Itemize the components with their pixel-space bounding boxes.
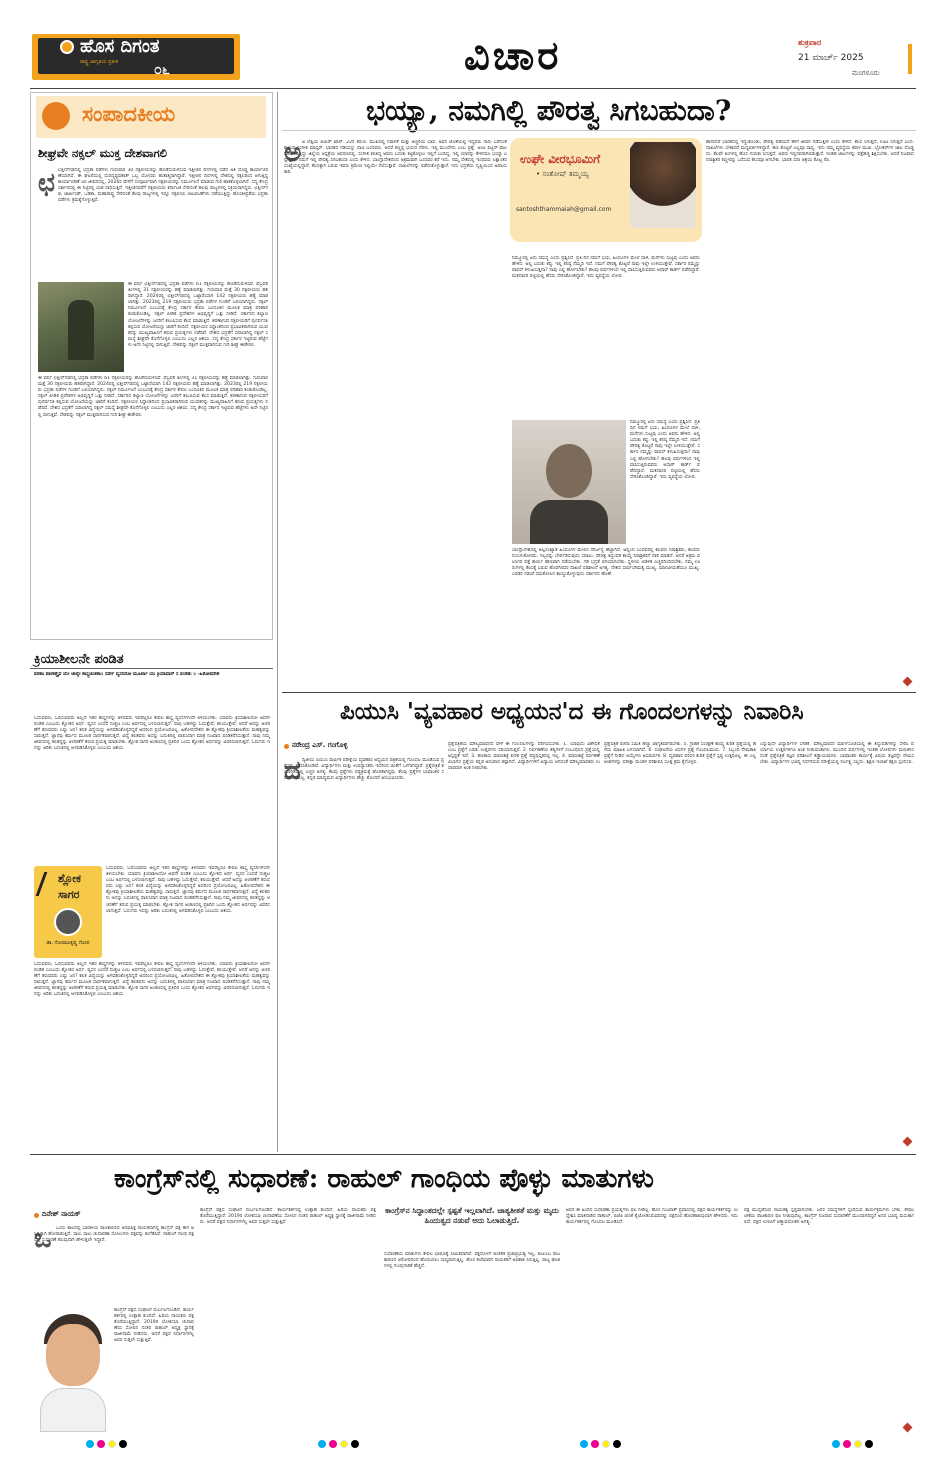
- cmyk-cyan-dot-icon: [832, 1440, 840, 1448]
- caricature-body-icon: [40, 1388, 106, 1432]
- bottom-headline: ಕಾಂಗ್ರೆಸ್‌ನಲ್ಲಿ ಸುಧಾರಣೆ: ರಾಹುಲ್ ಗಾಂಧಿಯ ಪೊಳ್ಳು ಮಾತುಗಳು: [114, 1164, 654, 1194]
- blurred-face-icon: [546, 444, 592, 498]
- shloka-author-avatar: [54, 908, 82, 936]
- masthead-side-bar: [908, 44, 912, 74]
- lead-dropcap: ಅ: [284, 138, 302, 168]
- bottom-body-b: ಕಾಂಗ್ರೆಸ್ ಪಕ್ಷದ ಸಂಘಟನೆ ದುರ್ಬಲಗೊಂಡಿದೆ. ಕಾರ್ಯಕರ್ತರಲ್ಲಿ ಉತ್ಸಾಹ ಕುಂದಿದೆ. ಹಿರಿಯ ನಾಯಕರು ಪಕ್ಷ ತೊರೆಯುತ್ತಿದ್ದಾರೆ. 2019ರ ಲೋಕಸಭಾ ಚುನಾವಣೆಯ ಸೋಲಿನ ನಂತರ ರಾಹುಲ್ ಅಧ್ಯಕ್ಷ ಸ್ಥಾನಕ್ಕೆ ರಾಜೀನಾಮೆ ನೀಡಿದರು. ಆದರೆ ಪಕ್ಷದ ನಿರ್ಧಾರಗಳೆಲ್ಲ ಅವರ ಸುತ್ತಲೇ ಸುತ್ತುತ್ತಿವೆ.: [200, 1208, 376, 1226]
- shloka-author-name: ಡಾ. ಗೋಪಾಲಕೃಷ್ಣ ಗೋಪ: [46, 940, 90, 946]
- bottom-dropcap: ಒ: [34, 1224, 52, 1254]
- figure-shirt-icon: [530, 500, 608, 544]
- editorial-emblem-icon: [42, 102, 70, 130]
- cmyk-cyan-dot-icon: [86, 1440, 94, 1448]
- soldier-figure-icon: [68, 300, 94, 360]
- editorial-body-1: ಛತ್ತೀಸ್‌ಗಢದಲ್ಲಿ ಭದ್ರತಾ ಪಡೆಗಳು ಗುರುವಾರ 30 ನಕ್ಸಲೀಯರನ್ನು ಹೊಡೆದುರುಳಿಸುವ ಇತ್ತೀಚಿನ ದಿನಗಳಲ್ಲಿ ನಡೆದ ಅತಿ ದೊಡ್ಡ ಕಾರ್ಯಾಚರಣೆಯಾಗಿದೆ. ಈ ಘಟನೆಯಲ್ಲಿ ದುರದೃಷ್ಟವಶಾತ್ ಒಬ್ಬ ಯೋಧರು ಹುತಾತ್ಮರಾಗಿದ್ದಾರೆ. ಇತ್ತೀಚಿನ ದಿನಗಳಲ್ಲಿ ದೇಶದಲ್ಲಿ ನಕ್ಸಲರಿಂದ ಆಗುತ್ತಿದ್ದ ಕಾರ್ಯಾಚರಣೆ ಜನ ಜೀವನದಲ್ಲಿ, 2026ರ ವೇಳೆಗೆ ಸಂಪೂರ್ಣವಾಗಿ ನಕ್ಸಲೀಯರನ್ನು ನಿರ್ಮೂಲನೆ ಮಾಡುವ ಗುರಿ ಹಾಕಿಕೊಳ್ಳಲಾಗಿದೆ. ಸದ್ಯ ಕೇಂದ್ರ ಸರ್ಕಾರದಲ್ಲಿ ಈ ನಿಟ್ಟಿನಲ್ಲಿ ಯಶ ಸಾಧಿಸುತ್ತಿದೆ. ಇತ್ತೀಚಿನವರೆಗೆ ನಕ್ಸಲೀಯರು ಕರ್ನಾಟಕ ಸೇರಿದಂತೆ ಹಲವು ರಾಜ್ಯಗಳಲ್ಲಿ ಸಕ್ರಿಯರಾಗಿದ್ದರು. ಛತ್ತೀಸ್‌ಗಢ, ಜಾರ್ಖಂಡ್, ಒಡಿಶಾ, ಮಹಾರಾಷ್ಟ್ರ ಸೇರಿದಂತೆ ಕೆಲವು ರಾಜ್ಯಗಳಲ್ಲಿ ಇನ್ನೂ ನಕ್ಸಲೀಯ ಚಟುವಟಿಕೆಗಳು ನಡೆಯುತ್ತಿದ್ದು ಹೊಸತೀವ್ರತೆಯ ಭದ್ರತಾ ಪಡೆಗಳು ಕ್ರಮಕೈಗೊಳ್ಳುತ್ತಿವೆ.: [58, 168, 268, 204]
- feature-dropcap: ದ: [284, 756, 301, 786]
- feature-bottom-rule: [30, 1154, 916, 1155]
- editorial-badge-label: ಸಂಪಾದಕೀಯ: [82, 102, 176, 126]
- cmyk-yellow-dot-icon: [602, 1440, 610, 1448]
- cmyk-marks-center-right: [580, 1440, 621, 1448]
- cmyk-yellow-dot-icon: [340, 1440, 348, 1448]
- editorial-body-2: ಈ ವರ್ಷ ಛತ್ತೀಸ್‌ಗಢದಲ್ಲಿ ಭದ್ರತಾ ಪಡೆಗಳು 61 ನಕ್ಸಲೀಯರನ್ನು ಹೊಡೆದುರುಳಿಸಿವೆ. ಫೆಬ್ರವರಿ ತಿಂಗಳಲ್ಲಿ 31 ನಕ್ಸಲೀಯರನ್ನು ಹತ್ಯೆ ಮಾಡಲಾಗಿತ್ತು. ಗುರುವಾರ ಮತ್ತೆ 30 ನಕ್ಸಲೀಯರು ಹತರಾಗಿದ್ದಾರೆ. 2024ರಲ್ಲಿ ಛತ್ತೀಸ್‌ಗಢದಲ್ಲಿ ಒಟ್ಟಾರೆಯಾಗಿ 142 ನಕ್ಸಲೀಯರು ಹತ್ಯೆ ಮಾಡಲಾಗಿತ್ತು. 2023ರಲ್ಲಿ 219 ನಕ್ಸಲೀಯರು ಭದ್ರತಾ ಪಡೆಗಳ ಗುಂಡಿಗೆ ಬಲಿಯಾಗಿದ್ದರು. ನಕ್ಸಲ್ ನಿರ್ಮೂಲನೆ ಎಂಬುದಕ್ಕೆ ಕೇಂದ್ರ ಸರ್ಕಾರ ಕೇವಲ ಬಂದೂಕಿನ ಮೂಲಕ ಮಾತ್ರ ಪರಿಹಾರ ಕಂಡುಕೊಂಡಿಲ್ಲ. ನಕ್ಸಲ್ ಪೀಡಿತ ಪ್ರದೇಶಗಳ ಅಭಿವೃದ್ಧಿಗೆ ಒತ್ತು ನೀಡಿದೆ. ಸರ್ಕಾರದ ಕಲ್ಯಾಣ ಯೋಜನೆಗಳನ್ನು ಜನರಿಗೆ ತಲುಪಿಸುವ ಕೆಲಸ ಮಾಡುತ್ತಿದೆ. ಶರಣಾಗುವ ನಕ್ಸಲೀಯರಿಗೆ ಪುನರ್ವಸತಿ ಕಲ್ಪಿಸುವ ಯೋಜನೆಯನ್ನು ಜಾರಿಗೆ ತಂದಿದೆ. ನಕ್ಸಲೀಯರ ಸಿದ್ಧಾಂತದಿಂದ ಪ್ರಭಾವಿತರಾಗಿರುವ ಯುವಕರನ್ನು ಮುಖ್ಯವಾಹಿನಿಗೆ ತರುವ ಪ್ರಯತ್ನಗಳು ನಡೆದಿವೆ. ದೇಶದ ಭದ್ರತೆಗೆ ಸವಾಲಾಗಿದ್ದ ನಕ್ಸಲ್ ಸಮಸ್ಯೆ ಶೀಘ್ರವೇ ಕೊನೆಗೊಳ್ಳಲಿ ಎಂಬುದು ಎಲ್ಲರ ಆಶಯ. ಸದ್ಯ ಕೇಂದ್ರ ಸರ್ಕಾರ ಇಟ್ಟಿರುವ ಹೆಜ್ಜೆಗಳು ಅದೇ ನಿಟ್ಟಿನಲ್ಲಿ ಸಾಗುತ್ತಿವೆ. ದೇಶವನ್ನು ನಕ್ಸಲ್ ಮುಕ್ತವಾಗಿಸುವ ಗುರಿ ಶೀಘ್ರ ಈಡೇರಲಿ.: [128, 282, 268, 348]
- column-body-side: ಓದುವವರು, ಓದಿಸುವವರು ಅಲ್ಲದೆ ಇತರ ಶಾಸ್ತ್ರಗಳನ್ನು ತಿಳಿದವರು ಇವರೆಲ್ಲರೂ ಕೇವಲ ಶಾಸ್ತ್ರ ವ್ಯಸನಿಗಳೆಂದೇ ತಿಳಿಯಬೇಕು. ಯಾವನು ಕ್ರಿಯಾಶೀಲನೋ ಅವನೇ ಪಂಡಿತ ಎಂಬುದು ಶ್ಲೋಕದ ಅರ್ಥ. ವ್ಯಸನ ಎಂದರೆ ದುಶ್ಚಟ ಎಂಬ ಅರ್ಥದಲ್ಲಿ ಬಳಸಲಾಗುತ್ತದೆ. ನಾವು ಬಹಳಷ್ಟು ಓದುತ್ತೇವೆ, ಕಲಿಯುತ್ತೇವೆ. ಆದರೆ ಅದನ್ನು ಆಚರಣೆಗೆ ತರುವವರು ಎಷ್ಟು ಜನ? ಕಲಿತ ವಿದ್ಯೆಯನ್ನು ಅಳವಡಿಸಿಕೊಳ್ಳದಿದ್ದರೆ ಅದರಿಂದ ಪ್ರಯೋಜನವಿಲ್ಲ. ಹಿತೋಪದೇಶದ ಈ ಶ್ಲೋಕವು ಕ್ರಿಯಾಶೀಲತೆಯ ಮಹತ್ವವನ್ನು ಸಾರುತ್ತದೆ. ಜ್ಞಾನವು ಕರ್ಮದ ಮೂಲಕ ಸಾರ್ಥಕವಾಗುತ್ತದೆ. ವಿದ್ಯೆ ಕಲಿತವನು ಅದನ್ನು ಬದುಕಿನಲ್ಲಿ ಪಾಲಿಸಿದಾಗ ಮಾತ್ರ ನಿಜವಾದ ಪಂಡಿತನೆನಿಸುತ್ತಾನೆ. ನಾವು ನಮ್ಮ ಜೀವನದಲ್ಲಿ ಕಲಿತದ್ದನ್ನು ಆಚರಣೆಗೆ ತರುವ ಪ್ರಯತ್ನ ಮಾಡಬೇಕು. ಶ್ಲೋಕ ಸಾಗರ ಅಂಕಣದಲ್ಲಿ ಪ್ರತಿದಿನ ಒಂದು ಶ್ಲೋಕದ ಅರ್ಥವನ್ನು ವಿವರಿಸಲಾಗುತ್ತದೆ. ಓದುಗರು ಇದನ್ನು ಅರಿತು ಬದುಕಿನಲ್ಲಿ ಅಳವಡಿಸಿಕೊಳ್ಳಲಿ ಎಂಬುದು ಆಶಯ.: [106, 866, 270, 914]
- lead-body-b2: ನಿಮ್ಮೂರಲ್ಲಿ ಏನು ಸಮಸ್ಯೆ ಎಂದು ಪ್ರಶ್ನಿಸಿದೆ. ಪ್ರತಿ ದಿನ ನಮಗೆ ಭಯ, ಹಿಂದೂಗಳ ಮೇಲೆ ದಾಳಿ, ಮನೆಗಳು ಸುಟ್ಟವು ಎಂದು ಅವನು ಹೇಳಿದ. ಅಲ್ಲಿ ಬದುಕು ಕಷ್ಟ. ಇಲ್ಲಿ ಕನಿಷ್ಠ ನೆಮ್ಮದಿ ಇದೆ. ನಮಗೆ ಪೌರತ್ವ ಕೊಟ್ಟರೆ ನಾವು ಇಲ್ಲೇ ಉಳಿಯುತ್ತೇವೆ. ಸರ್ಕಾರ ನಮ್ಮನ್ನು ವಾಪಸ್ ಕಳುಹಿಸುತ್ತದಾ? ನಾವು ಎಲ್ಲಿ ಹೋಗಬೇಕು? ಹಲವು ವರ್ಷಗಳಿಂದ ಇಲ್ಲಿ ವಾಸಿಸುತ್ತಿರುವವರು ಆಧಾರ್ ಕಾರ್ಡ್ ಪಡೆದಿದ್ದಾರೆ. ಮತದಾರರ ಪಟ್ಟಿಯಲ್ಲಿ ಹೆಸರು ಸೇರಿಸಿಕೊಂಡಿದ್ದಾರೆ. ಇದು ವ್ಯವಸ್ಥೆಯ ಲೋಪ.: [630, 420, 700, 480]
- bottom-author: ದಿನೇಶ್ ನಾಯಕ್: [42, 1210, 81, 1218]
- cmyk-marks-left: [86, 1440, 127, 1448]
- brand-tagline: ರಾಷ್ಟ್ರ ಜಾಗೃತಿಯ ಪ್ರತೀಕ: [80, 59, 119, 65]
- masthead-rule: [30, 88, 916, 89]
- left-column-divider: [277, 92, 278, 1152]
- lead-inline-photo: [512, 420, 626, 544]
- cmyk-magenta-dot-icon: [591, 1440, 599, 1448]
- caricature-face-icon: [46, 1324, 100, 1386]
- cmyk-marks-center-left: [318, 1440, 359, 1448]
- bottom-body-a: ಒಂದು ಕಾಲದಲ್ಲಿ ಭಾರತೀಯ ರಾಜಕಾರಣದ ಅನಭಿಷಿಕ್ತ ನಾಯಕನಾಗಿದ್ದ ಕಾಂಗ್ರೆಸ್ ಪಕ್ಷ ಈಗ ಅಸ್ತಿತ್ವಕ್ಕಾಗಿ ಹೋರಾಡುತ್ತಿದೆ. ಸಾಲು ಸಾಲು ಚುನಾವಣಾ ಸೋಲುಗಳು ಪಕ್ಷವನ್ನು ಕಂಗೆಡಿಸಿವೆ. ರಾಹುಲ್ ಗಾಂಧಿ ಪಕ್ಷದಲ್ಲಿ ಸುಧಾರಣೆ ತರುವುದಾಗಿ ಹೇಳುತ್ತಲೇ ಇದ್ದಾರೆ.: [34, 1226, 194, 1244]
- cmyk-magenta-dot-icon: [329, 1440, 337, 1448]
- shloka-sagara-badge: [34, 866, 102, 958]
- cmyk-magenta-dot-icon: [97, 1440, 105, 1448]
- brand-name: ಹೊಸ ದಿಗಂತ: [80, 36, 160, 57]
- editorial-body-3: ಈ ವರ್ಷ ಛತ್ತೀಸ್‌ಗಢದಲ್ಲಿ ಭದ್ರತಾ ಪಡೆಗಳು 61 ನಕ್ಸಲೀಯರನ್ನು ಹೊಡೆದುರುಳಿಸಿವೆ. ಫೆಬ್ರವರಿ ತಿಂಗಳಲ್ಲಿ 31 ನಕ್ಸಲೀಯರನ್ನು ಹತ್ಯೆ ಮಾಡಲಾಗಿತ್ತು. ಗುರುವಾರ ಮತ್ತೆ 30 ನಕ್ಸಲೀಯರು ಹತರಾಗಿದ್ದಾರೆ. 2024ರಲ್ಲಿ ಛತ್ತೀಸ್‌ಗಢದಲ್ಲಿ ಒಟ್ಟಾರೆಯಾಗಿ 142 ನಕ್ಸಲೀಯರು ಹತ್ಯೆ ಮಾಡಲಾಗಿತ್ತು. 2023ರಲ್ಲಿ 219 ನಕ್ಸಲೀಯರು ಭದ್ರತಾ ಪಡೆಗಳ ಗುಂಡಿಗೆ ಬಲಿಯಾಗಿದ್ದರು. ನಕ್ಸಲ್ ನಿರ್ಮೂಲನೆ ಎಂಬುದಕ್ಕೆ ಕೇಂದ್ರ ಸರ್ಕಾರ ಕೇವಲ ಬಂದೂಕಿನ ಮೂಲಕ ಮಾತ್ರ ಪರಿಹಾರ ಕಂಡುಕೊಂಡಿಲ್ಲ. ನಕ್ಸಲ್ ಪೀಡಿತ ಪ್ರದೇಶಗಳ ಅಭಿವೃದ್ಧಿಗೆ ಒತ್ತು ನೀಡಿದೆ. ಸರ್ಕಾರದ ಕಲ್ಯಾಣ ಯೋಜನೆಗಳನ್ನು ಜನರಿಗೆ ತಲುಪಿಸುವ ಕೆಲಸ ಮಾಡುತ್ತಿದೆ. ಶರಣಾಗುವ ನಕ್ಸಲೀಯರಿಗೆ ಪುನರ್ವಸತಿ ಕಲ್ಪಿಸುವ ಯೋಜನೆಯನ್ನು ಜಾರಿಗೆ ತಂದಿದೆ. ನಕ್ಸಲೀಯರ ಸಿದ್ಧಾಂತದಿಂದ ಪ್ರಭಾವಿತರಾಗಿರುವ ಯುವಕರನ್ನು ಮುಖ್ಯವಾಹಿನಿಗೆ ತರುವ ಪ್ರಯತ್ನಗಳು ನಡೆದಿವೆ. ದೇಶದ ಭದ್ರತೆಗೆ ಸವಾಲಾಗಿದ್ದ ನಕ್ಸಲ್ ಸಮಸ್ಯೆ ಶೀಘ್ರವೇ ಕೊನೆಗೊಳ್ಳಲಿ ಎಂಬುದು ಎಲ್ಲರ ಆಶಯ. ಸದ್ಯ ಕೇಂದ್ರ ಸರ್ಕಾರ ಇಟ್ಟಿರುವ ಹೆಜ್ಜೆಗಳು ಅದೇ ನಿಟ್ಟಿನಲ್ಲಿ ಸಾಗುತ್ತಿವೆ. ದೇಶವನ್ನು ನಕ್ಸಲ್ ಮುಕ್ತವಾಗಿಸುವ ಗುರಿ ಶೀಘ್ರ ಈಡೇರಲಿ.: [38, 376, 268, 418]
- column-headline: ಕ್ರಿಯಾಶೀಲನೇ ಪಂಡಿತ: [34, 652, 124, 667]
- feature-headline: ಪಿಯುಸಿ 'ವ್ಯವಹಾರ ಅಧ್ಯಯನ'ದ ಈ ಗೊಂದಲಗಳನ್ನು ನಿವಾರಿಸಿ: [340, 698, 804, 725]
- bottom-byline-marker-icon: [34, 1213, 39, 1218]
- lead-body-d: ಹಾಗಾದರೆ ಭಾರತದಲ್ಲಿ ಇದ್ದುಕೊಂಡು, ಪೌರತ್ವ ಪಡೆಯದೆ ಹೇಗೆ ಜೀವನ ನಡೆಸುತ್ತೀರಿ ಎಂದು ಕೇಳಿದೆ. ಕೆಲಸ ಸಿಗುತ್ತದೆ, ಊಟ ಸಿಗುತ್ತದೆ ಎಂದ. ದಾಖಲೆಗಳು ಬೇಕಾದರೆ ಮಧ್ಯವರ್ತಿಗಳಿದ್ದಾರೆ. ಹಣ ಕೊಟ್ಟರೆ ಎಲ್ಲವೂ ಸಾಧ್ಯ. ಇದು ನಮ್ಮ ವ್ಯವಸ್ಥೆಯ ಕರಾಳ ಮುಖ. ಬ್ರೋಕರ್‌ಗಳ ಜಾಲ ದೊಡ್ಡದು. ಕೆಲವೇ ತಿಂಗಳಲ್ಲಿ ಹೊಸ ಗುರುತು ಸಿಗುತ್ತದೆ. ಅವರು ಇಲ್ಲಿನವರಾಗಿಬಿಡುತ್ತಾರೆ. ಇಂತಹ ಜಾಲಗಳನ್ನು ಪತ್ತೆಹಚ್ಚಿ ಶಿಕ್ಷಿಸಬೇಕು. ಆದರೆ ನಿಜವಾದ ನಿರಾಶ್ರಿತರ ಕಣ್ಣೀರನ್ನು ಒರೆಸುವ ಕೆಲಸವೂ ಆಗಬೇಕು. ಭಾರತ ಸದಾ ಆಶ್ರಯ ಕೊಟ್ಟ ನೆಲ.: [706, 140, 914, 164]
- cmyk-marks-right: [832, 1440, 873, 1448]
- bottom-body-c: ಸುಧಾರಣೆಯ ಮಾತುಗಳು ಕೇವಲ ಭಾಷಣಕ್ಕೆ ಸೀಮಿತವಾಗಿವೆ. ಪಕ್ಷದೊಳಗೆ ಆಂತರಿಕ ಪ್ರಜಾಪ್ರಭುತ್ವ ಇಲ್ಲ. ಕುಟುಂಬ ರಾಜಕಾರಣದ ಆರೋಪದಿಂದ ಹೊರಬರಲು ಸಾಧ್ಯವಾಗುತ್ತಿಲ್ಲ. ಹೊಸ ತಲೆಮಾರಿನ ನಾಯಕರಿಗೆ ಅವಕಾಶ ಸಿಗುತ್ತಿಲ್ಲ. ರಾಜ್ಯ ಘಟಕಗಳಲ್ಲಿ ಗುಂಪುಗಾರಿಕೆ ಹೆಚ್ಚಿದೆ.: [384, 1252, 560, 1270]
- feature-byline-marker-icon: [284, 744, 289, 749]
- lead-body-b: ನಿಮ್ಮೂರಲ್ಲಿ ಏನು ಸಮಸ್ಯೆ ಎಂದು ಪ್ರಶ್ನಿಸಿದೆ. ಪ್ರತಿ ದಿನ ನಮಗೆ ಭಯ, ಹಿಂದೂಗಳ ಮೇಲೆ ದಾಳಿ, ಮನೆಗಳು ಸುಟ್ಟವು ಎಂದು ಅವನು ಹೇಳಿದ. ಅಲ್ಲಿ ಬದುಕು ಕಷ್ಟ. ಇಲ್ಲಿ ಕನಿಷ್ಠ ನೆಮ್ಮದಿ ಇದೆ. ನಮಗೆ ಪೌರತ್ವ ಕೊಟ್ಟರೆ ನಾವು ಇಲ್ಲೇ ಉಳಿಯುತ್ತೇವೆ. ಸರ್ಕಾರ ನಮ್ಮನ್ನು ವಾಪಸ್ ಕಳುಹಿಸುತ್ತದಾ? ನಾವು ಎಲ್ಲಿ ಹೋಗಬೇಕು? ಹಲವು ವರ್ಷಗಳಿಂದ ಇಲ್ಲಿ ವಾಸಿಸುತ್ತಿರುವವರು ಆಧಾರ್ ಕಾರ್ಡ್ ಪಡೆದಿದ್ದಾರೆ. ಮತದಾರರ ಪಟ್ಟಿಯಲ್ಲಿ ಹೆಸರು ಸೇರಿಸಿಕೊಂಡಿದ್ದಾರೆ. ಇದು ವ್ಯವಸ್ಥೆಯ ಲೋಪ.: [512, 256, 700, 280]
- cmyk-yellow-dot-icon: [854, 1440, 862, 1448]
- cmyk-black-dot-icon: [865, 1440, 873, 1448]
- rahul-caricature: [36, 1308, 110, 1432]
- cmyk-yellow-dot-icon: [108, 1440, 116, 1448]
- lead-body-a: ಅ ಲೆಪ್ಪಿಯ ಆಮಿರ್ ಖಾನ್. 22ರ ತರುಣ. ಮುಖದಲ್ಲಿ ನಿರಾಳತೆ ಮತ್ತು ಅಚ್ಚರಿಯ ಭಾವ. ಅವನ ಜೊತೆಯಲ್ಲಿ ಇದ್ದವರು ನಾನು ಬರೆದಂತೆ ಕಾಣುವ ಸಂಗೀತ ಮಾಸ್ತರ್. ಭಾರತದ ಗಡಿಯನ್ನು ದಾಟಿ ಬಂದವರು. ಆದರೆ ಕಣ್ಣಲ್ಲಿ ಭಯದ ನೆರಳು. ಇಲ್ಲಿ ಮುಂದೇನು ಎಂಬ ಪ್ರಶ್ನೆ. ಆಂಟ ಲಿಟ್ಟನ್ ವಾಲ ಮಾತಿಗೆ ಸಿಕ್ಕಿದ್ದು ಜಿಲ್ಲೆಯ ಆಸ್ಪತ್ರೆಯ ಆವರಣದಲ್ಲಿ. ಸಂಗೀತ ಕಲಿತಿದ್ದ ಅವನು ಬದುಕು ಕಟ್ಟಿಕೊಳ್ಳಲು ಇಲ್ಲಿಗೆ ಬಂದಿದ್ದ. ಇಲ್ಲಿ ಯಾರನ್ನು ಕೇಳಿದರೂ ಭಯ್ಯಾ ಎನ್ನುತ್ತಾರೆ. ನಮಗೆ ಇಲ್ಲಿ ಪೌರತ್ವ ಸಿಗಬಹುದಾ ಎಂದು ಕೇಳಿದ. ಬಾಂಗ್ಲಾದೇಶದಿಂದ ಅಕ್ರಮವಾಗಿ ಬಂದವರ ಕಥೆ ಇದು. ನಮ್ಮ ದೇಶದಲ್ಲಿ ಇಂಥವರು ಲಕ್ಷಾಂತರ ಸಂಖ್ಯೆಯಲ್ಲಿದ್ದಾರೆ. ಕೆಲಸಕ್ಕಾಗಿ ಬರುವ ಇವರು ಕ್ರಮೇಣ ಇಲ್ಲಿಯೇ ನೆಲೆಸುತ್ತಾರೆ. ದಾಖಲೆಗಳನ್ನು ಪಡೆದುಕೊಳ್ಳುತ್ತಾರೆ. ಇದು ಭದ್ರತೆಯ ದೃಷ್ಟಿಯಿಂದ ಅಪಾಯಕಾರಿ.: [284, 140, 507, 176]
- cmyk-black-dot-icon: [613, 1440, 621, 1448]
- cmyk-magenta-dot-icon: [843, 1440, 851, 1448]
- column-rule: [30, 668, 273, 669]
- editorial-headline: ಶೀಘ್ರವೇ ನಕ್ಸಲ್ ಮುಕ್ತ ದೇಶವಾಗಲಿ: [38, 146, 168, 160]
- issue-day: ಶುಕ್ರವಾರ: [798, 38, 822, 47]
- feature-body-d: ಎನ್ನುವುದೇ ವಿದ್ಯಾರ್ಥಿಗಳ ಬೇಡಿಕೆ. ಮೌಲ್ಯಮಾಪನ ಮಾರ್ಗಸೂಚಿಯಲ್ಲಿ ಈ ತಿದ್ದುಪಡಿಗಳನ್ನು ಸೇರಿಸಿ ಪರ್ಯಾಯ ಉತ್ತರಗಳಿಗೂ ಅಂಕ ನೀಡುವಂತಾಗಲಿ. ಮುಂದಿನ ವರ್ಷಗಳಲ್ಲಿ ಇಂತಹ ಲೋಪಗಳು ಮರುಕಳಿಸದಂತೆ ಪ್ರಶ್ನೆಪತ್ರಿಕೆ ತಜ್ಞರ ಪರಿಶೀಲನೆ ಕಡ್ಡಾಯವಾಗಲಿ. ಭಾಷಾಂತರ ಕಾರ್ಯಕ್ಕೆ ವಿಷಯ ತಜ್ಞರನ್ನೇ ನೇಮಿಸಬೇಕು. ವಿದ್ಯಾರ್ಥಿಗಳ ಭವಿಷ್ಯ ನಿರ್ಧರಿಸುವ ಪರೀಕ್ಷೆಯಲ್ಲಿ ನಿರ್ಲಕ್ಷ್ಯ ಸಲ್ಲದು. ಶಿಕ್ಷಣ ಇಲಾಖೆ ತಕ್ಷಣ ಸ್ಪಂದಿಸಲಿ.: [760, 742, 914, 766]
- cmyk-cyan-dot-icon: [580, 1440, 588, 1448]
- issue-date: 21 ಮಾರ್ಚ್ 2025: [798, 53, 864, 63]
- lead-headline: ಭಯ್ಯಾ, ನಮಗಿಲ್ಲಿ ಪೌರತ್ವ ಸಿಗಬಹುದಾ?: [366, 94, 732, 127]
- editorial-dropcap: ಛ: [38, 168, 55, 198]
- column-body-bottom: ಓದುವವರು, ಓದಿಸುವವರು ಅಲ್ಲದೆ ಇತರ ಶಾಸ್ತ್ರಗಳನ್ನು ತಿಳಿದವರು ಇವರೆಲ್ಲರೂ ಕೇವಲ ಶಾಸ್ತ್ರ ವ್ಯಸನಿಗಳೆಂದೇ ತಿಳಿಯಬೇಕು. ಯಾವನು ಕ್ರಿಯಾಶೀಲನೋ ಅವನೇ ಪಂಡಿತ ಎಂಬುದು ಶ್ಲೋಕದ ಅರ್ಥ. ವ್ಯಸನ ಎಂದರೆ ದುಶ್ಚಟ ಎಂಬ ಅರ್ಥದಲ್ಲಿ ಬಳಸಲಾಗುತ್ತದೆ. ನಾವು ಬಹಳಷ್ಟು ಓದುತ್ತೇವೆ, ಕಲಿಯುತ್ತೇವೆ. ಆದರೆ ಅದನ್ನು ಆಚರಣೆಗೆ ತರುವವರು ಎಷ್ಟು ಜನ? ಕಲಿತ ವಿದ್ಯೆಯನ್ನು ಅಳವಡಿಸಿಕೊಳ್ಳದಿದ್ದರೆ ಅದರಿಂದ ಪ್ರಯೋಜನವಿಲ್ಲ. ಹಿತೋಪದೇಶದ ಈ ಶ್ಲೋಕವು ಕ್ರಿಯಾಶೀಲತೆಯ ಮಹತ್ವವನ್ನು ಸಾರುತ್ತದೆ. ಜ್ಞಾನವು ಕರ್ಮದ ಮೂಲಕ ಸಾರ್ಥಕವಾಗುತ್ತದೆ. ವಿದ್ಯೆ ಕಲಿತವನು ಅದನ್ನು ಬದುಕಿನಲ್ಲಿ ಪಾಲಿಸಿದಾಗ ಮಾತ್ರ ನಿಜವಾದ ಪಂಡಿತನೆನಿಸುತ್ತಾನೆ. ನಾವು ನಮ್ಮ ಜೀವನದಲ್ಲಿ ಕಲಿತದ್ದನ್ನು ಆಚರಣೆಗೆ ತರುವ ಪ್ರಯತ್ನ ಮಾಡಬೇಕು. ಶ್ಲೋಕ ಸಾಗರ ಅಂಕಣದಲ್ಲಿ ಪ್ರತಿದಿನ ಒಂದು ಶ್ಲೋಕದ ಅರ್ಥವನ್ನು ವಿವರಿಸಲಾಗುತ್ತದೆ. ಓದುಗರು ಇದನ್ನು ಅರಿತು ಬದುಕಿನಲ್ಲಿ ಅಳವಡಿಸಿಕೊಳ್ಳಲಿ ಎಂಬುದು ಆಶಯ.: [34, 962, 270, 998]
- brand-emblem-icon: [60, 40, 74, 54]
- bottom-body-e: ಪಕ್ಷ ಮುನ್ನಡೆಸುವ ನಾಯಕತ್ವ ಸ್ಪಷ್ಟವಾಗಬೇಕು. ಜನರ ಸಮಸ್ಯೆಗಳಿಗೆ ಸ್ಪಂದಿಸುವ ಕಾರ್ಯಕ್ರಮಗಳು ಬೇಕು. ಕೇವಲ ಟೀಕೆಯ ರಾಜಕಾರಣ ಫಲ ನೀಡುವುದಿಲ್ಲ. ಕಾಂಗ್ರೆಸ್ ನಿಜವಾದ ಸುಧಾರಣೆಗೆ ಮುಂದಾಗದಿದ್ದರೆ ಅದರ ಭವಿಷ್ಯ ಮಸುಕಾಗಲಿದೆ. ಪಕ್ಷದ ಉಳಿವಿಗೆ ಆತ್ಮಾವಲೋಕನ ಅಗತ್ಯ.: [744, 1208, 914, 1226]
- page-number: ೦೬: [154, 62, 170, 78]
- shloka-badge-line1: ಶ್ಲೋಕ: [58, 872, 81, 885]
- issue-city: ಮಂಗಳೂರು: [852, 69, 880, 77]
- column-verse: ಪಠಕಾಃ ಪಾಠಕಶ್ಚೈವ ಯೇ ಚಾನ್ಯೇ ಶಾಸ್ತ್ರಚಿಂತಕಾಃ। ಸರ್ವೇ ವ್ಯಸನಿನೋ ಮೂರ್ಖಾ ಯಃ ಕ್ರಿಯಾವಾನ್ ಸ ಪಂಡಿತಃ ॥ -ಹಿತೋಪದೇಶ: [34, 672, 220, 677]
- lead-author-photo: [630, 142, 696, 228]
- feature-author: ನರೇಂದ್ರ ಎಸ್. ಗಂಗೊಳ್ಳಿ: [292, 741, 348, 749]
- lead-column-author: • ಸಂತೋಷ್ ತಮ್ಮಯ್ಯ: [536, 170, 589, 178]
- pull-quote: ಕಾಂಗ್ರೆಸ್‌ನ ಸಿದ್ಧಾಂತದಲ್ಲೇ ಸ್ಪಷ್ಟತೆ ಇಲ್ಲವಾಗಿದೆ. ಜಾತ್ಯತೀತತೆ ಮತ್ತು ಮೃದು ಹಿಂದುತ್ವದ ನಡುವೆ ಅದು ಓಲಾಡುತ್ತಿದೆ.: [385, 1206, 559, 1225]
- editorial-photo: [38, 282, 124, 372]
- lead-headline-rule: [282, 130, 916, 131]
- feature-body-c: ಪ್ರಶ್ನೆಪತ್ರಿಕೆ ರಚನಾ ಸಮಿತಿ ಹೆಚ್ಚು ಜಾಗೃತವಾಗಿರಬೇಕು. 5. ಗ್ರಾಹಕ ಸಂರಕ್ಷಣೆ ಕಾಯ್ದೆ ಕುರಿತ ಪ್ರಶ್ನೆಯಲ್ಲಿ ಹಳೆಯ ಮಾಹಿತಿ ಬಳಸಲಾಗಿದೆ. 6. ಸಂಘಟನೆಯ ವಿಧಗಳ ಪ್ರಶ್ನೆ ಗೊಂದಲಮಯ. 7. ಸಿಬ್ಬಂದಿ ನೇಮಕಾತಿ ಪ್ರಶ್ನೆಗೆ ನೀಡಿದ ಆಯ್ಕೆಗಳು ಅಸಮರ್ಪಕ. 8. ವ್ಯವಹಾರ ಪರಿಸರ ಕುರಿತ ಪ್ರಶ್ನೆಗೆ ಸ್ಪಷ್ಟ ಉತ್ತರವಿಲ್ಲ. ಈ ಎಲ್ಲ ಅಂಶಗಳನ್ನು ಪರೀಕ್ಷಾ ಮಂಡಳಿ ಪರಿಶೀಲಿಸಿ ಸೂಕ್ತ ಕ್ರಮ ಕೈಗೊಳ್ಳಲಿ.: [604, 742, 756, 766]
- lead-column-title: ಉಘೇ ವೀರಭೂಮಿಗೆ: [520, 152, 601, 166]
- shloka-badge-line2: ಸಾಗರ: [58, 888, 80, 901]
- feature-body-a: ದ್ವಿತೀಯ ಪಿಯುಸಿ ವಾರ್ಷಿಕ ಪರೀಕ್ಷೆಯ ವ್ಯವಹಾರ ಅಧ್ಯಯನ ಪತ್ರಿಕೆಯಲ್ಲಿ ಗೊಂದಲ ಮೂಡಿಸುವ ಪ್ರಶ್ನೆಗಳು ಕಾಣಿಸಿಕೊಂಡಿವೆ. ವಿದ್ಯಾರ್ಥಿಗಳು ಮತ್ತು ಉಪನ್ಯಾಸಕರು ಇದರಿಂದ ಚಿಂತೆಗೆ ಒಳಗಾಗಿದ್ದಾರೆ. ಪ್ರಶ್ನೆಪತ್ರಿಕೆ ತಯಾರಿಕೆಯಲ್ಲಿ ಎಚ್ಚರ ಅಗತ್ಯ. ಕೆಲವು ಪ್ರಶ್ನೆಗಳು ಪಠ್ಯಕ್ರಮಕ್ಕೆ ಹೊರತಾಗಿದ್ದವು. ಕೆಲವು ಪ್ರಶ್ನೆಗಳ ಭಾಷಾಂತರ ಸರಿಯಾಗಿರಲಿಲ್ಲ. ಕನ್ನಡ ಮಾಧ್ಯಮದ ವಿದ್ಯಾರ್ಥಿಗಳು ಹೆಚ್ಚು ತೊಂದರೆ ಅನುಭವಿಸಿದರು.: [284, 758, 444, 782]
- lead-column-email: santoshthammaiah@gmail.com: [516, 206, 612, 213]
- column-body-top: ಓದುವವರು, ಓದಿಸುವವರು ಅಲ್ಲದೆ ಇತರ ಶಾಸ್ತ್ರಗಳನ್ನು ತಿಳಿದವರು ಇವರೆಲ್ಲರೂ ಕೇವಲ ಶಾಸ್ತ್ರ ವ್ಯಸನಿಗಳೆಂದೇ ತಿಳಿಯಬೇಕು. ಯಾವನು ಕ್ರಿಯಾಶೀಲನೋ ಅವನೇ ಪಂಡಿತ ಎಂಬುದು ಶ್ಲೋಕದ ಅರ್ಥ. ವ್ಯಸನ ಎಂದರೆ ದುಶ್ಚಟ ಎಂಬ ಅರ್ಥದಲ್ಲಿ ಬಳಸಲಾಗುತ್ತದೆ. ನಾವು ಬಹಳಷ್ಟು ಓದುತ್ತೇವೆ, ಕಲಿಯುತ್ತೇವೆ. ಆದರೆ ಅದನ್ನು ಆಚರಣೆಗೆ ತರುವವರು ಎಷ್ಟು ಜನ? ಕಲಿತ ವಿದ್ಯೆಯನ್ನು ಅಳವಡಿಸಿಕೊಳ್ಳದಿದ್ದರೆ ಅದರಿಂದ ಪ್ರಯೋಜನವಿಲ್ಲ. ಹಿತೋಪದೇಶದ ಈ ಶ್ಲೋಕವು ಕ್ರಿಯಾಶೀಲತೆಯ ಮಹತ್ವವನ್ನು ಸಾರುತ್ತದೆ. ಜ್ಞಾನವು ಕರ್ಮದ ಮೂಲಕ ಸಾರ್ಥಕವಾಗುತ್ತದೆ. ವಿದ್ಯೆ ಕಲಿತವನು ಅದನ್ನು ಬದುಕಿನಲ್ಲಿ ಪಾಲಿಸಿದಾಗ ಮಾತ್ರ ನಿಜವಾದ ಪಂಡಿತನೆನಿಸುತ್ತಾನೆ. ನಾವು ನಮ್ಮ ಜೀವನದಲ್ಲಿ ಕಲಿತದ್ದನ್ನು ಆಚರಣೆಗೆ ತರುವ ಪ್ರಯತ್ನ ಮಾಡಬೇಕು. ಶ್ಲೋಕ ಸಾಗರ ಅಂಕಣದಲ್ಲಿ ಪ್ರತಿದಿನ ಒಂದು ಶ್ಲೋಕದ ಅರ್ಥವನ್ನು ವಿವರಿಸಲಾಗುತ್ತದೆ. ಓದುಗರು ಇದನ್ನು ಅರಿತು ಬದುಕಿನಲ್ಲಿ ಅಳವಡಿಸಿಕೊಳ್ಳಲಿ ಎಂಬುದು ಆಶಯ.: [34, 716, 270, 752]
- bottom-body-a2: ಕಾಂಗ್ರೆಸ್ ಪಕ್ಷದ ಸಂಘಟನೆ ದುರ್ಬಲಗೊಂಡಿದೆ. ಕಾರ್ಯಕರ್ತರಲ್ಲಿ ಉತ್ಸಾಹ ಕುಂದಿದೆ. ಹಿರಿಯ ನಾಯಕರು ಪಕ್ಷ ತೊರೆಯುತ್ತಿದ್ದಾರೆ. 2019ರ ಲೋಕಸಭಾ ಚುನಾವಣೆಯ ಸೋಲಿನ ನಂತರ ರಾಹುಲ್ ಅಧ್ಯಕ್ಷ ಸ್ಥಾನಕ್ಕೆ ರಾಜೀನಾಮೆ ನೀಡಿದರು. ಆದರೆ ಪಕ್ಷದ ನಿರ್ಧಾರಗಳೆಲ್ಲ ಅವರ ಸುತ್ತಲೇ ಸುತ್ತುತ್ತಿವೆ.: [114, 1308, 194, 1344]
- lead-bottom-rule: [282, 692, 916, 693]
- section-title: ವಿಚಾರ: [464, 32, 562, 79]
- feature-body-b: ಪ್ರಶ್ನೆಪತ್ರಿಕೆಯ ಮೌಲ್ಯಮಾಪನದ ವೇಳೆ ಈ ಗೊಂದಲಗಳನ್ನು ಪರಿಗಣಿಸಬೇಕು. 1. ಯಾವುದು ವಿಶೇಷತೆ ಎಂಬ ಪ್ರಶ್ನೆಗೆ ಎರಡು ಉತ್ತರಗಳು ಸರಿಯಾಗುತ್ತವೆ. 2. ನಿರ್ವಹಣೆಯ ತತ್ವಗಳಿಗೆ ಸಂಬಂಧಿಸಿದ ಪ್ರಶ್ನೆಯಲ್ಲಿ ಅಸ್ಪಷ್ಟತೆ ಇದೆ. 3. ಹಣಕಾಸು ಮಾರುಕಟ್ಟೆ ಕುರಿತ ಪ್ರಶ್ನೆ ಪಠ್ಯಪುಸ್ತಕದಲ್ಲಿ ಇಲ್ಲ. 4. ಮಾರುಕಟ್ಟೆ ನಿರ್ವಹಣೆ ವಿಭಾಗದ ಪ್ರಶ್ನೆಯ ಕನ್ನಡ ಅನುವಾದ ತಪ್ಪಾಗಿದೆ. ವಿದ್ಯಾರ್ಥಿಗಳಿಗೆ ಅನ್ಯಾಯ ಆಗದಂತೆ ಮೌಲ್ಯಮಾಪಕರು ಉದಾರವಾಗಿ ಅಂಕ ನೀಡಬೇಕು.: [448, 742, 600, 772]
- lead-body-c: ಬಾಂಗ್ಲಾದೇಶದಲ್ಲಿ ಅಲ್ಪಸಂಖ್ಯಾತ ಹಿಂದೂಗಳ ಮೇಲಿನ ದೌರ್ಜನ್ಯ ಹೆಚ್ಚಾಗಿದೆ. ಅಲ್ಲಿಂದ ಬಂದವರಲ್ಲಿ ಕೆಲವರು ನಿರಾಶ್ರಿತರು, ಕೆಲವರು ನುಸುಳುಕೋರರು. ಇಬ್ಬರನ್ನು ಬೇರ್ಪಡಿಸುವುದು ಸವಾಲು. ಪೌರತ್ವ ತಿದ್ದುಪಡಿ ಕಾಯ್ದೆ ನಿರಾಶ್ರಿತರಿಗೆ ದಾರಿ ಮಾಡಿದೆ. ಆದರೆ ಅಕ್ರಮ ವಲಸಿಗರ ಪತ್ತೆ ಕಾರ್ಯ ಕಠಿಣವಾಗಿ ನಡೆಯಬೇಕು. ಗಡಿ ಭದ್ರತೆ ಬಿಗಿಯಾಗಬೇಕು. ಸ್ಥಳೀಯ ಆಡಳಿತ ಎಚ್ಚರದಿಂದಿರಬೇಕು. ನಮ್ಮ ಊರುಗಳಲ್ಲಿ ಕೆಲಸಕ್ಕೆ ಬರುವ ಹೊರಗಿನವರ ದಾಖಲೆ ಪರಿಶೀಲನೆ ಅಗತ್ಯ. ದೇಶದ ಸಾರ್ವಭೌಮತ್ವ ಮುಖ್ಯ. ಮಾನವೀಯತೆಯೂ ಮುಖ್ಯ. ಎರಡರ ನಡುವೆ ಸಮತೋಲನ ಕಾಯ್ದುಕೊಳ್ಳುವುದು ಸರ್ಕಾರದ ಹೊಣೆ.: [512, 548, 700, 578]
- bottom-body-d: ಅವರ ಈ ಹಿಂದಿನ ಸುಧಾರಣಾ ಪ್ರಯತ್ನಗಳು ಫಲ ನೀಡಿಲ್ಲ. ಹೊಸ ಗುಜರಾತ್ ಪ್ರವಾಸದಲ್ಲಿ ಪಕ್ಷದ ಕಾರ್ಯಕರ್ತರನ್ನು ಉದ್ದೇಶಿಸಿ ಮಾತನಾಡಿದ ರಾಹುಲ್, ಬಿಜೆಪಿ ಜೊತೆ ಕೈಜೋಡಿಸಿರುವವರನ್ನು ಪಕ್ಷದಿಂದ ಹೊರಹಾಕುವುದಾಗಿ ಹೇಳಿದರು. ಇದು ಕಾರ್ಯಕರ್ತರಲ್ಲಿ ಗೊಂದಲ ಮೂಡಿಸಿದೆ.: [566, 1208, 738, 1226]
- cmyk-black-dot-icon: [119, 1440, 127, 1448]
- cmyk-black-dot-icon: [351, 1440, 359, 1448]
- cmyk-cyan-dot-icon: [318, 1440, 326, 1448]
